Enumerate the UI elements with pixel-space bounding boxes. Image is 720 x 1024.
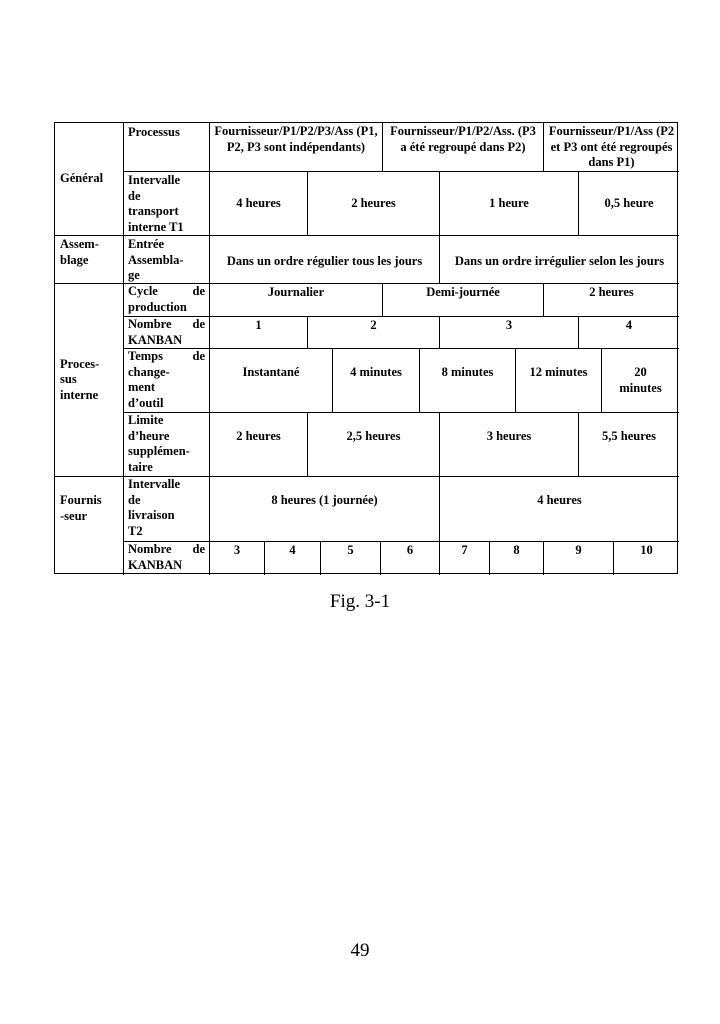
group-fournisseur: Fournis -seur [60,493,102,523]
processus-header-1: Fournisseur/P1/P2/P3/Ass (P1, P2, P3 sont indépendants) [214,124,378,154]
label-cycle-production: Cycle de production [128,284,205,314]
label-nombre-kanban-processus: Nombre de KANBAN [128,317,205,347]
t1-value: 2 heures [351,195,396,210]
page-number: 49 [350,940,370,961]
t1-value: 4 heures [236,195,281,210]
temps-changement-value: Instantané [242,365,300,379]
t2-value: 4 heures [537,493,582,507]
processus-header-2: Fournisseur/P1/P2/Ass. (P3 a été regroupé dans P2) [390,124,536,154]
limite-heure-value: 2 heures [236,429,281,443]
cycle-production-value: 2 heures [589,285,634,299]
limite-heure-value: 3 heures [486,429,532,443]
label-entree-assemblage: Entrée Assembla- ge [128,237,184,282]
limite-heure-value: 5,5 heures [602,429,656,443]
label-nombre-kanban-fournisseur: Nombre de KANBAN [128,542,205,572]
kanban-fournisseur-value: 7 [461,543,468,557]
temps-changement-value: 20 minutes [619,365,662,395]
group-assemblage: Assem- blage [60,237,99,267]
processus-header-3: Fournisseur/P1/Ass (P2 et P3 ont été regroupés dans P1) [548,124,675,169]
kanban-processus-value: 3 [505,318,513,332]
kanban-fournisseur-value: 4 [289,543,296,557]
limite-heure-value: 2,5 heures [346,429,401,443]
kanban-processus-value: 1 [255,318,262,332]
cycle-production-value: Journalier [267,285,325,299]
kanban-processus-value: 4 [625,318,633,332]
temps-changement-value: 4 minutes [350,365,402,379]
entree-assemblage-value: Dans un ordre irrégulier selon les jours [454,253,665,268]
label-intervalle-livraison-t2: Intervalle de livraison T2 [128,477,181,538]
kanban-processus-value: 2 [370,318,377,332]
cycle-production-value: Demi-journée [426,285,500,299]
label-intervalle-transport-t1: Intervalle de transport interne T1 [128,173,184,234]
kanban-fournisseur-value: 10 [640,543,653,557]
t1-value: 1 heure [489,195,529,210]
kanban-fournisseur-value: 8 [513,543,520,557]
kanban-fournisseur-value: 6 [406,543,414,557]
group-general: Général [60,171,104,186]
t1-value: 0,5 heure [604,195,654,210]
kanban-fournisseur-value: 5 [347,543,354,557]
entree-assemblage-value: Dans un ordre régulier tous les jours [226,253,423,268]
kanban-fournisseur-value: 3 [233,543,241,557]
temps-changement-value: 8 minutes [441,365,494,379]
label-limite-heure-supplementaire: Limite d’heure supplémen- taire [128,413,190,474]
group-processus-interne: Proces- sus interne [60,356,100,402]
figure-caption: Fig. 3-1 [329,591,391,612]
t2-value: 8 heures (1 journée) [271,493,378,507]
kanban-comparison-table [54,122,678,574]
label-processus: Processus [128,125,180,139]
label-temps-changement-outil: Temps de change- ment d’outil [128,349,205,410]
kanban-fournisseur-value: 9 [575,543,582,557]
temps-changement-value: 12 minutes [529,365,588,379]
